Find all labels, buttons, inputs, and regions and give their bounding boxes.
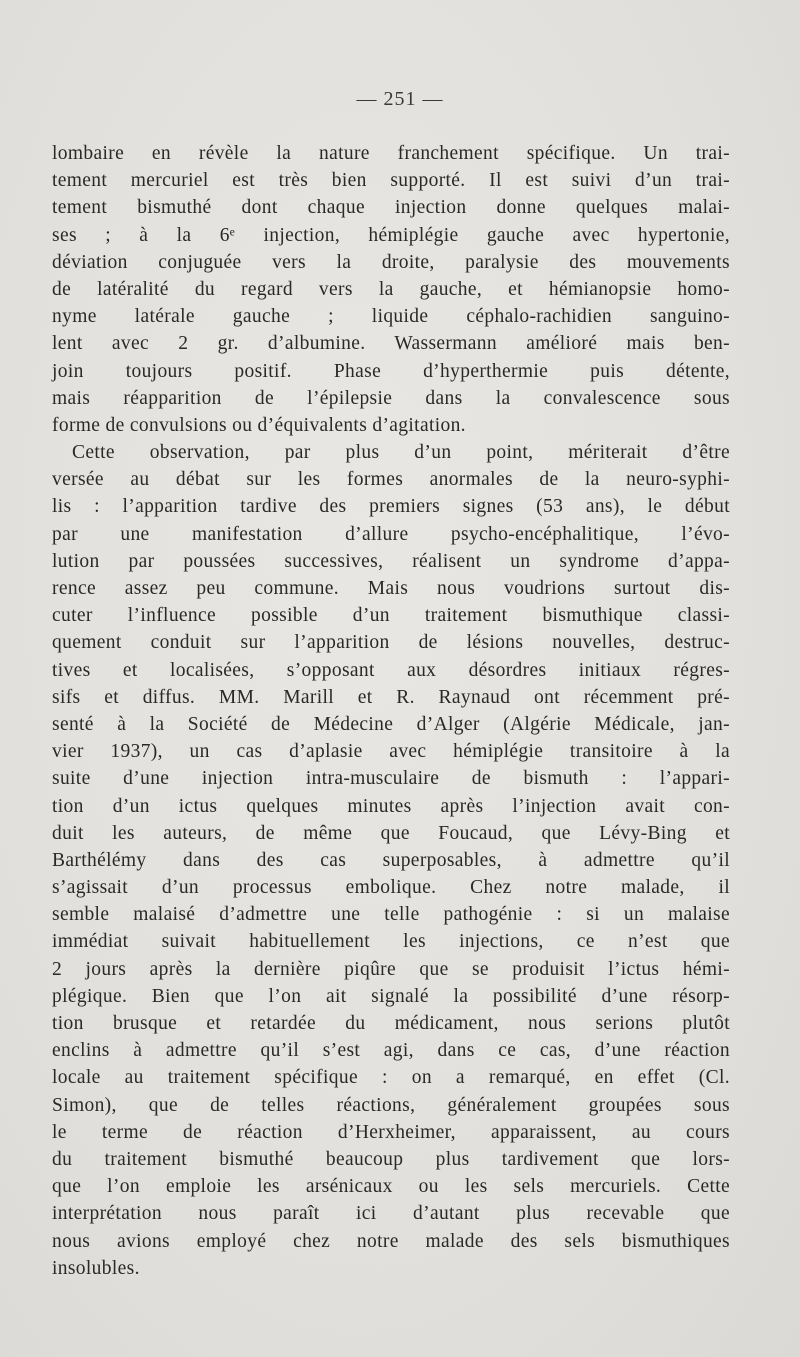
text-line: vier 1937), un cas d’aplasie avec hémiplégie transitoire à la: [52, 741, 730, 763]
text-line: lis : l’apparition tardive des premiers signes (53 ans), le début: [52, 496, 730, 518]
text-line: Barthélémy dans des cas superposables, à admettre qu’il: [52, 849, 730, 871]
text-line: de latéralité du regard vers la gauche, et hémianopsie homo-: [52, 278, 730, 300]
text-line: senté à la Société de Médecine d’Alger (Algérie Médicale, jan-: [52, 713, 730, 735]
text-line: nyme latérale gauche ; liquide céphalo-rachidien sanguino-: [52, 306, 730, 328]
text-line: forme de convulsions ou d’équivalents d’agitation.: [52, 414, 466, 436]
text-line: interprétation nous paraît ici d’autant plus recevable que: [52, 1203, 730, 1225]
text-line: suite d’une injection intra-musculaire de bismuth : l’appari-: [52, 768, 730, 790]
text-line: join toujours positif. Phase d’hyperthermie puis détente,: [52, 360, 730, 382]
text-line: ses ; à la 6ᵉ injection, hémiplégie gauche avec hypertonie,: [52, 224, 730, 246]
text-line: plégique. Bien que l’on ait signalé la possibilité d’une résorp-: [52, 985, 730, 1007]
body-text: [52, 140, 730, 1282]
page-number: — 251 —: [356, 88, 444, 110]
text-line: enclins à admettre qu’il s’est agi, dans ce cas, d’une réaction: [52, 1040, 730, 1062]
text-line: locale au traitement spécifique : on a remarqué, en effet (Cl.: [52, 1067, 730, 1089]
text-line: Cette observation, par plus d’un point, mériterait d’être: [72, 442, 730, 464]
text-line: Simon), que de telles réactions, généralement groupées sous: [52, 1094, 730, 1116]
text-line: sifs et diffus. MM. Marill et R. Raynaud ont récemment pré-: [52, 686, 730, 708]
text-line: versée au débat sur les formes anormales de la neuro-syphi-: [52, 469, 730, 491]
text-line: nous avions employé chez notre malade des sels bismuthiques: [52, 1230, 730, 1252]
text-line: du traitement bismuthé beaucoup plus tardivement que lors-: [52, 1148, 730, 1170]
text-line: le terme de réaction d’Herxheimer, apparaissent, au cours: [52, 1121, 730, 1143]
text-line: cuter l’influence possible d’un traitement bismuthique classi-: [52, 605, 730, 627]
text-line: tives et localisées, s’opposant aux désordres initiaux régres-: [52, 659, 730, 681]
text-line: lution par poussées successives, réalisent un syndrome d’appa-: [52, 550, 730, 572]
text-line: que l’on emploie les arsénicaux ou les sels mercuriels. Cette: [52, 1176, 730, 1198]
text-line: duit les auteurs, de même que Foucaud, que Lévy-Bing et: [52, 822, 730, 844]
text-line: semble malaisé d’admettre une telle pathogénie : si un malaise: [52, 904, 730, 926]
text-line: mais réapparition de l’épilepsie dans la convalescence sous: [52, 387, 730, 409]
text-line: tion brusque et retardée du médicament, nous serions plutôt: [52, 1013, 730, 1034]
text-line: s’agissait d’un processus embolique. Chez notre malade, il: [52, 877, 730, 899]
text-line: lombaire en révèle la nature franchement spécifique. Un trai-: [52, 143, 730, 164]
text-line: tement mercuriel est très bien supporté. Il est suivi d’un trai-: [52, 170, 730, 192]
text-line: tement bismuthé dont chaque injection donne quelques malai-: [52, 197, 730, 219]
text-line: insolubles.: [52, 1257, 140, 1279]
text-line: immédiat suivait habituellement les injections, ce n’est que: [52, 931, 730, 953]
text-line: par une manifestation d’allure psycho-encéphalitique, l’évo-: [52, 523, 730, 545]
text-line: rence assez peu commune. Mais nous voudrions surtout dis-: [52, 578, 730, 599]
text-line: quement conduit sur l’apparition de lésions nouvelles, destruc-: [52, 632, 730, 654]
text-line: lent avec 2 gr. d’albumine. Wassermann amélioré mais ben-: [52, 333, 730, 355]
text-line: tion d’un ictus quelques minutes après l’injection avait con-: [52, 795, 730, 817]
text-line: déviation conjuguée vers la droite, paralysie des mouvements: [52, 251, 730, 273]
text-line: 2 jours après la dernière piqûre que se produisit l’ictus hémi-: [52, 958, 730, 980]
